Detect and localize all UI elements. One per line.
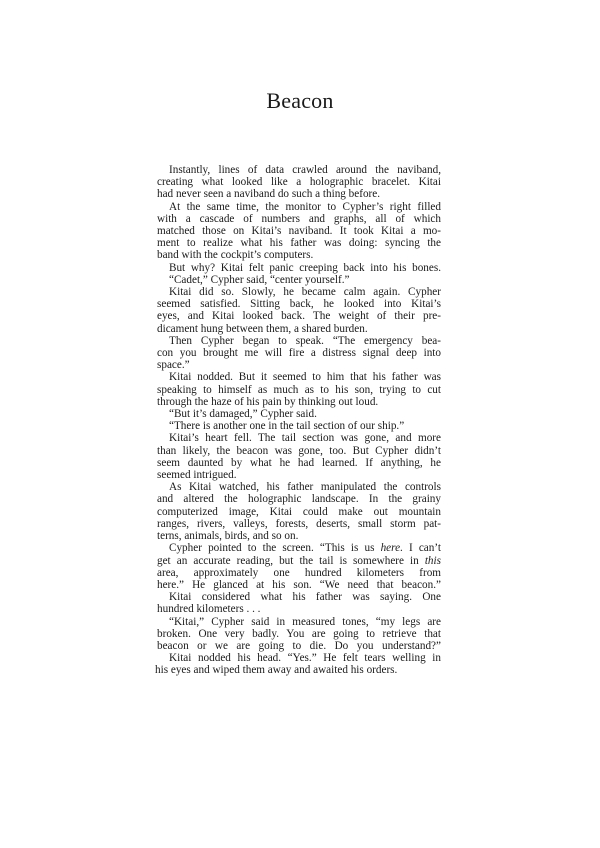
text-line: eyes, and Kitai looked back. The weight of their pre- xyxy=(157,310,441,323)
text-line: con you brought me will fire a distress signal deep into xyxy=(157,347,441,360)
text-line: had never seen a naviband do such a thing before. xyxy=(157,188,381,201)
text-line: Kitai nodded. But it seemed to him that his father was xyxy=(169,371,441,384)
body-text xyxy=(157,164,441,677)
text-line: “Kitai,” Cypher said in measured tones, “my legs are xyxy=(169,615,441,628)
page-title: Beacon xyxy=(266,88,334,113)
text-line: get an accurate reading, but the tail is somewhere in this xyxy=(157,554,441,567)
text-line: Kitai nodded his head. “Yes.” He felt tears welling in xyxy=(169,652,441,665)
text-line: terns, animals, birds, and so on. xyxy=(157,530,299,543)
text-line: with a cascade of numbers and graphs, all of which xyxy=(157,212,441,225)
text-line: area, approximately one hundred kilometers from xyxy=(157,566,441,579)
text-line: “Cadet,” Cypher said, “center yourself.” xyxy=(169,273,350,286)
text-line: space.” xyxy=(157,359,190,372)
text-line: At the same time, the monitor to Cypher’s right filled xyxy=(169,200,441,213)
text-line: beacon or we are going to die. Do you understand?” xyxy=(157,639,441,652)
text-line: “There is another one in the tail section of our ship.” xyxy=(169,420,405,433)
text-line: band with the cockpit’s computers. xyxy=(157,249,314,262)
text-line: seem daunted by what he had learned. If anything, he xyxy=(157,456,441,469)
text-line: his eyes and wiped them away and awaited his orders. xyxy=(155,664,398,677)
text-line: ranges, rivers, valleys, forests, deserts, small storm pat- xyxy=(157,517,441,530)
text-line: and altered the holographic landscape. In the grainy xyxy=(157,493,441,506)
text-line: through the haze of his pain by thinking out loud. xyxy=(157,395,379,408)
text-line: speaking to himself as much as to his son, trying to cut xyxy=(157,383,441,396)
text-line: As Kitai watched, his father manipulated the controls xyxy=(169,481,441,494)
text-line: than likely, the beacon was gone, too. But Cypher didn’t xyxy=(157,444,441,457)
text-line: dicament hung between them, a shared burden. xyxy=(157,322,368,335)
text-line: broken. One very badly. You are going to retrieve that xyxy=(157,627,441,640)
text-line: seemed satisfied. Sitting back, he looked into Kitai’s xyxy=(157,298,441,311)
text-line: Then Cypher began to speak. “The emergency bea- xyxy=(169,334,441,347)
text-line: Kitai did so. Slowly, he became calm again. Cypher xyxy=(169,286,441,299)
text-line: computerized image, Kitai could make out mountain xyxy=(157,505,441,518)
text-line: seemed intrigued. xyxy=(157,469,237,482)
text-line: Kitai’s heart fell. The tail section was gone, and more xyxy=(169,432,441,445)
text-line: here.” He glanced at his son. “We need that beacon.” xyxy=(157,578,441,591)
text-line: Cypher pointed to the screen. “This is us here. I can’t xyxy=(169,542,441,555)
text-line: Instantly, lines of data crawled around the naviband, xyxy=(169,164,441,176)
text-line: matched those on Kitai’s naviband. It took Kitai a mo- xyxy=(157,225,441,238)
text-line: But why? Kitai felt panic creeping back into his bones. xyxy=(169,261,441,274)
text-line: creating what looked like a holographic bracelet. Kitai xyxy=(157,176,441,189)
text-line: Kitai considered what his father was saying. One xyxy=(169,591,441,604)
text-line: ment to realize what his father was doing: syncing the xyxy=(157,237,441,250)
text-line: “But it’s damaged,” Cypher said. xyxy=(169,408,317,421)
text-line: hundred kilometers . . . xyxy=(157,603,261,616)
